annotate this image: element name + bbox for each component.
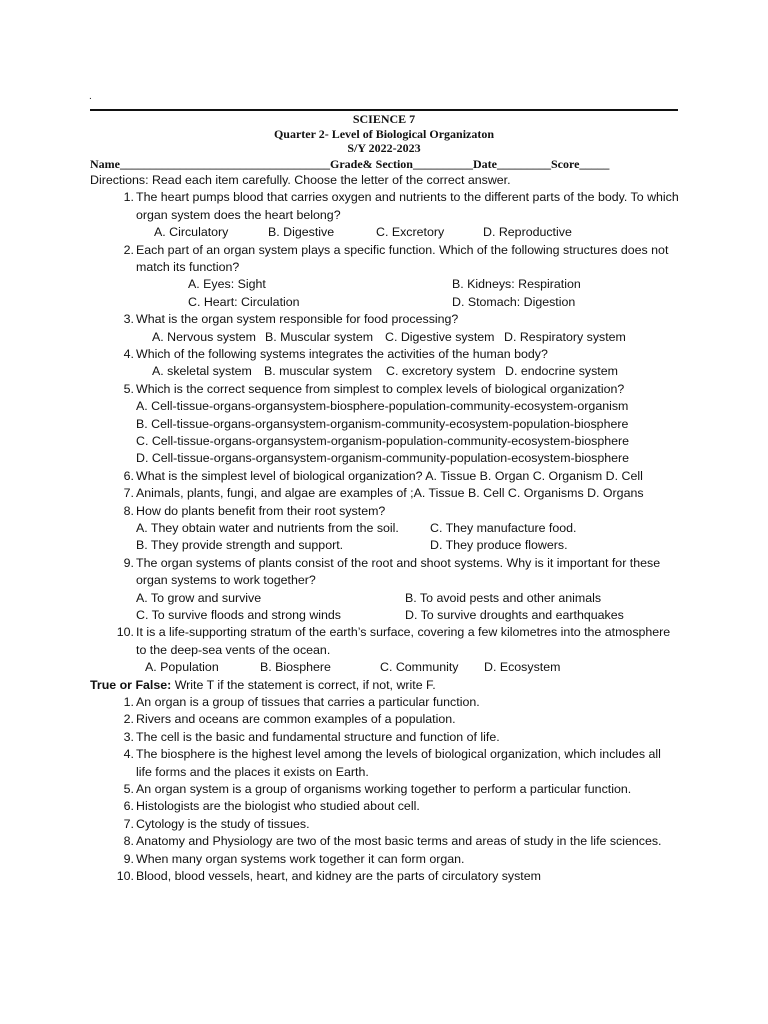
option-c: C. To survive floods and strong winds xyxy=(136,607,342,622)
option-d: D. Ecosystem xyxy=(484,660,561,675)
tf-item-4 xyxy=(90,746,680,781)
option-a: A. Circulatory xyxy=(154,225,229,240)
question-5-option-a xyxy=(90,398,680,415)
item-text: An organ is a group of tissues that carries a particular function. xyxy=(136,694,480,709)
question-5-option-d xyxy=(90,450,680,467)
item-number: 8. xyxy=(123,834,134,849)
item-number: 10. xyxy=(116,869,134,884)
question-text: Which is the correct sequence from simplest to complex levels of biological organization? xyxy=(136,381,625,396)
tf-item-7 xyxy=(90,816,680,833)
tf-item-1 xyxy=(90,694,680,711)
tf-item-2 xyxy=(90,711,680,728)
item-number: 2. xyxy=(123,712,134,727)
question-number: 10. xyxy=(116,625,134,640)
question-2 xyxy=(90,242,680,277)
option-a: A. They obtain water and nutrients from the soil. xyxy=(136,520,399,535)
question-4 xyxy=(90,346,680,363)
option-b: B. Digestive xyxy=(268,225,335,240)
question-number: 3. xyxy=(123,312,134,327)
option-a: A. skeletal system xyxy=(152,364,252,379)
option-b: B. Cell-tissue-organs-organsystem-organism-community-ecosystem-population-biosphere xyxy=(136,416,629,431)
question-1 xyxy=(90,189,680,224)
question-text: Animals, plants, fungi, and algae are examples of ;A. Tissue B. Cell C. Organisms D. Organs xyxy=(136,486,644,501)
question-2-options-row-1 xyxy=(90,276,680,293)
option-b: B. Biosphere xyxy=(260,660,331,675)
item-number: 6. xyxy=(123,799,134,814)
item-number: 5. xyxy=(123,782,134,796)
option-b: B. To avoid pests and other animals xyxy=(405,590,602,605)
question-text: Each part of an organ system plays a specific function. Which of the following structures does not match its function? xyxy=(136,242,669,275)
question-text: The organ systems of plants consist of the root and shoot systems. Why is it important for these organ systems to work together? xyxy=(136,555,661,588)
question-2-options-row-2 xyxy=(90,294,680,311)
item-number: 1. xyxy=(123,694,134,709)
option-c: C. Heart: Circulation xyxy=(188,294,300,309)
question-number: 9. xyxy=(123,555,134,570)
question-8-options-row-1 xyxy=(90,520,680,537)
question-number: 5. xyxy=(123,381,134,396)
true-false-directions xyxy=(90,677,680,694)
option-c: C. Community xyxy=(380,660,459,675)
item-text: The biosphere is the highest level among the levels of biological organization, which includes all life forms and the places it exists on Earth. xyxy=(136,747,661,779)
question-text: The heart pumps blood that carries oxygen and nutrients to the different parts of the body. To which organ system does the heart belong? xyxy=(136,190,679,222)
option-c: C. Excretory xyxy=(376,225,445,240)
option-a: A. To grow and survive xyxy=(136,590,262,605)
question-text: What is the simplest level of biological organization? A. Tissue B. Organ C. Organism D. Cell xyxy=(136,468,643,483)
tf-item-3 xyxy=(90,729,680,746)
question-text: What is the organ system responsible for food processing? xyxy=(136,312,459,327)
question-number: 7. xyxy=(123,486,134,501)
question-5 xyxy=(90,381,680,398)
option-d: D. Stomach: Digestion xyxy=(452,294,576,309)
stray-dot: . xyxy=(89,91,92,102)
question-10 xyxy=(90,624,680,659)
item-text: Blood, blood vessels, heart, and kidney are the parts of circulatory system xyxy=(136,869,541,884)
question-5-option-b xyxy=(90,416,680,433)
option-a: A. Eyes: Sight xyxy=(188,277,266,292)
option-d: D. Cell-tissue-organs-organsystem-organism-community-population-ecosystem-biosphere xyxy=(136,451,630,466)
option-b: B. muscular system xyxy=(264,364,373,379)
true-false-instruction: Write T if the statement is correct, if not, write F. xyxy=(171,677,436,692)
question-text: Which of the following systems integrates the activities of the human body? xyxy=(136,347,548,361)
tf-item-5 xyxy=(90,781,680,798)
question-number: 4. xyxy=(123,347,134,361)
tf-item-9 xyxy=(90,851,680,868)
question-9-options-row-2 xyxy=(90,607,680,624)
item-text: Histologists are the biologist who studied about cell. xyxy=(136,799,420,814)
quarter-title: Quarter 2- Level of Biological Organizaton xyxy=(273,126,495,141)
item-text: An organ system is a group of organisms working together to perform a particular function. xyxy=(136,782,632,796)
option-a: A. Nervous system xyxy=(152,329,256,344)
question-number: 2. xyxy=(123,242,134,257)
student-info-line: Name___________________________________Grade& Section__________Date_________Score_____ xyxy=(90,157,610,171)
option-a: A. Population xyxy=(145,660,219,675)
question-7 xyxy=(90,485,680,502)
option-d: D. To survive droughts and earthquakes xyxy=(405,607,624,622)
question-9-options-row-1 xyxy=(90,590,680,607)
item-text: Rivers and oceans are common examples of a population. xyxy=(136,712,456,727)
item-number: 9. xyxy=(123,851,134,866)
option-c: C. excretory system xyxy=(386,364,496,379)
item-number: 3. xyxy=(123,729,134,744)
tf-item-6 xyxy=(90,798,680,815)
question-text: It is a life-supporting stratum of the earth’s surface, covering a few kilometres into the atmosphere to the deep-sea vents of the ocean. xyxy=(136,625,671,657)
question-8-options-row-2 xyxy=(90,537,680,554)
question-3-options xyxy=(90,329,680,346)
question-9 xyxy=(90,555,680,590)
subject-title: SCIENCE 7 xyxy=(352,112,416,126)
tf-item-10 xyxy=(90,868,680,885)
question-number: 6. xyxy=(123,468,134,483)
question-4-options xyxy=(90,363,680,380)
option-d: D. endocrine system xyxy=(505,364,618,379)
option-c: C. Cell-tissue-organs-organsystem-organism-population-community-ecosystem-biosphere xyxy=(136,433,630,448)
option-d: D. Reproductive xyxy=(483,225,572,240)
question-6 xyxy=(90,468,680,485)
question-3 xyxy=(90,311,680,328)
question-8 xyxy=(90,503,680,520)
option-d: D. They produce flowers. xyxy=(430,538,568,553)
question-text: How do plants benefit from their root system? xyxy=(136,503,386,518)
school-year: S/Y 2022-2023 xyxy=(347,141,421,155)
header-rule xyxy=(90,109,678,111)
directions: Directions: Read each item carefully. Choose the letter of the correct answer. xyxy=(90,173,511,187)
option-b: B. Muscular system xyxy=(265,329,374,344)
question-1-options xyxy=(90,224,680,241)
true-false-label: True or False: xyxy=(90,677,172,692)
option-c: C. Digestive system xyxy=(385,329,495,344)
question-10-options xyxy=(90,659,680,676)
quiz-header xyxy=(90,112,678,156)
question-number: 1. xyxy=(123,190,134,205)
item-text: Cytology is the study of tissues. xyxy=(136,816,310,831)
option-a: A. Cell-tissue-organs-organsystem-biosphere-population-community-ecosystem-organism xyxy=(136,399,629,414)
question-5-option-c xyxy=(90,433,680,450)
question-number: 8. xyxy=(123,503,134,518)
item-text: The cell is the basic and fundamental structure and function of life. xyxy=(136,729,500,744)
item-text: When many organ systems work together it can form organ. xyxy=(136,851,465,866)
option-c: C. They manufacture food. xyxy=(430,520,577,535)
quiz-content xyxy=(90,172,680,885)
option-b: B. Kidneys: Respiration xyxy=(452,277,581,292)
option-d: D. Respiratory system xyxy=(504,329,626,344)
item-number: 7. xyxy=(123,816,134,831)
item-text: Anatomy and Physiology are two of the most basic terms and areas of study in the life sciences. xyxy=(136,834,662,849)
option-b: B. They provide strength and support. xyxy=(136,538,344,553)
item-number: 4. xyxy=(123,747,134,762)
tf-item-8 xyxy=(90,833,680,850)
